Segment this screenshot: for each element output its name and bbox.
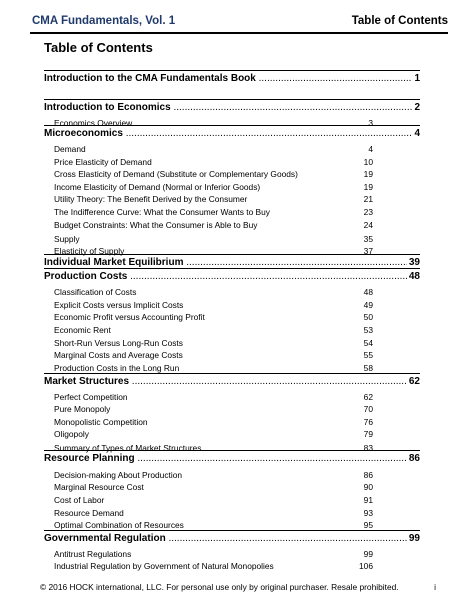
toc-section[interactable] xyxy=(54,349,373,361)
toc-entry-title: Optimal Combination of Resources xyxy=(54,520,184,530)
toc-entry-page: 4 xyxy=(368,144,373,154)
toc-entry-page: 49 xyxy=(363,300,373,310)
toc-section[interactable] xyxy=(54,143,373,155)
toc-entry-title: Microeconomics ..... xyxy=(44,128,420,140)
chapter-divider xyxy=(44,373,420,374)
toc-entry-page: 23 xyxy=(363,207,373,217)
toc-chapter[interactable] xyxy=(44,533,420,545)
toc-entry-page: 79 xyxy=(363,429,373,439)
toc-entry-title: Resource Planning ..... xyxy=(44,453,420,465)
chapter-divider xyxy=(44,268,420,269)
toc-entry-page: 1 xyxy=(414,73,420,84)
toc-entry-page: 99 xyxy=(408,533,420,544)
chapter-divider xyxy=(44,125,420,126)
toc-section[interactable] xyxy=(54,416,373,428)
toc-section[interactable] xyxy=(54,560,373,572)
toc-chapter[interactable] xyxy=(44,128,420,140)
toc-entry-page: 10 xyxy=(363,157,373,167)
toc-entry-title: Economic Profit versus Accounting Profit xyxy=(54,312,205,322)
toc-entry-page: 48 xyxy=(363,287,373,297)
toc-entry-page: 76 xyxy=(363,417,373,427)
toc-entry-page: 3 xyxy=(368,118,373,128)
toc-entry-title: Market Structures ..... xyxy=(44,376,420,388)
toc-entry-title: Utility Theory: The Benefit Derived by the Consumer xyxy=(54,194,248,204)
toc-section[interactable] xyxy=(54,193,373,205)
toc-entry-page: 19 xyxy=(363,182,373,192)
toc-section[interactable] xyxy=(54,469,373,481)
toc-section[interactable] xyxy=(54,311,373,323)
toc-chapter[interactable] xyxy=(44,376,420,388)
toc-entry-title: Cost of Labor xyxy=(54,495,105,505)
toc-entry-title: Classification of Costs xyxy=(54,287,137,297)
toc-entry-page: 58 xyxy=(363,363,373,373)
toc-entry-page: 62 xyxy=(408,376,420,387)
toc-chapter[interactable] xyxy=(44,102,420,114)
toc-entry-title: Perfect Competition xyxy=(54,392,128,402)
toc-section[interactable] xyxy=(54,548,373,560)
toc-section[interactable] xyxy=(54,156,373,168)
toc-entry-page: 35 xyxy=(363,234,373,244)
toc-entry-page: 37 xyxy=(363,246,373,256)
toc-entry-page: 48 xyxy=(408,271,420,282)
toc-section[interactable] xyxy=(54,507,373,519)
toc-entry-page: 95 xyxy=(363,520,373,530)
toc-entry-page: 53 xyxy=(363,325,373,335)
toc-entry-page: 39 xyxy=(408,257,420,268)
chapter-divider xyxy=(44,99,420,100)
toc-section[interactable] xyxy=(54,245,373,257)
toc-entry-title: Elasticity of Supply xyxy=(54,246,125,256)
page-header xyxy=(30,14,448,34)
toc-entry-title: Cross Elasticity of Demand (Substitute or Complementary Goods) xyxy=(54,169,298,179)
toc-section[interactable] xyxy=(54,168,373,180)
toc-entry-page: 4 xyxy=(414,128,420,139)
toc-section[interactable] xyxy=(54,324,373,336)
toc-entry-page: 86 xyxy=(408,453,420,464)
toc-entry-page: 90 xyxy=(363,482,373,492)
toc-entry-page: 55 xyxy=(363,350,373,360)
toc-section[interactable] xyxy=(54,233,373,245)
toc-section[interactable] xyxy=(54,428,373,440)
toc-chapter[interactable] xyxy=(44,73,420,85)
toc-section[interactable] xyxy=(54,219,373,231)
toc-section[interactable] xyxy=(54,403,373,415)
toc-entry-title: Supply xyxy=(54,234,80,244)
toc-entry-title: Resource Demand xyxy=(54,508,124,518)
toc-entry-title: Demand xyxy=(54,144,86,154)
toc-chapter[interactable] xyxy=(44,271,420,283)
toc-entry-title: Industrial Regulation by Government of Natural Monopolies xyxy=(54,561,274,571)
toc-entry-title: Short-Run Versus Long-Run Costs xyxy=(54,338,183,348)
toc-chapter[interactable] xyxy=(44,453,420,465)
toc-entry-page: 24 xyxy=(363,220,373,230)
toc-entry-page: 19 xyxy=(363,169,373,179)
toc-section[interactable] xyxy=(54,286,373,298)
book-title: CMA Fundamentals, Vol. 1 xyxy=(32,15,176,27)
toc-entry-title: Individual Market Equilibrium ..... xyxy=(44,257,420,269)
toc-entry-title: Production Costs ..... xyxy=(44,271,420,283)
toc-entry-title: Price Elasticity of Demand xyxy=(54,157,152,167)
toc-entry-title: Introduction to Economics ..... xyxy=(44,102,420,114)
toc-entry-title: Decision-making About Production xyxy=(54,470,183,480)
toc-entry-page: 62 xyxy=(363,392,373,402)
toc-entry-page: 83 xyxy=(363,443,373,453)
toc-section[interactable] xyxy=(54,391,373,403)
page-title: Table of Contents xyxy=(44,40,153,55)
chapter-divider xyxy=(44,530,420,531)
toc-entry-title: Pure Monopoly xyxy=(54,404,111,414)
toc-entry-title: Monopolistic Competition xyxy=(54,417,148,427)
toc-entry-page: 91 xyxy=(363,495,373,505)
copyright-text: © 2016 HOCK international, LLC. For personal use only by original purchaser. Resale prohibited. xyxy=(40,582,399,592)
toc-section[interactable] xyxy=(54,299,373,311)
chapter-divider xyxy=(44,254,420,255)
toc-entry-title: Marginal Resource Cost xyxy=(54,482,144,492)
toc-section[interactable] xyxy=(54,337,373,349)
toc-entry-page: 21 xyxy=(363,194,373,204)
toc-section[interactable] xyxy=(54,494,373,506)
toc-entry-page: 50 xyxy=(363,312,373,322)
chapter-divider xyxy=(44,450,420,451)
toc-section[interactable] xyxy=(54,206,373,218)
toc-entry-page: 99 xyxy=(363,549,373,559)
toc-entry-title: Summary of Types of Market Structures xyxy=(54,443,202,453)
toc-section[interactable] xyxy=(54,481,373,493)
toc-entry-page: 106 xyxy=(359,561,373,571)
toc-entry-title: Budget Constraints: What the Consumer is Able to Buy xyxy=(54,220,258,230)
toc-entry-title: Marginal Costs and Average Costs xyxy=(54,350,183,360)
toc-entry-title: The Indifference Curve: What the Consumer Wants to Buy xyxy=(54,207,270,217)
page-footer xyxy=(40,582,436,594)
toc-entry-title: Production Costs in the Long Run xyxy=(54,363,180,373)
toc-entry-page: 54 xyxy=(363,338,373,348)
toc-entry-title: Oligopoly xyxy=(54,429,89,439)
page-number: i xyxy=(434,582,436,592)
toc-entry-title: Economics Overview xyxy=(54,118,133,128)
toc-entry-title: Antitrust Regulations xyxy=(54,549,132,559)
toc-section[interactable] xyxy=(54,181,373,193)
toc-entry-title: Explicit Costs versus Implicit Costs xyxy=(54,300,184,310)
toc-entry-page: 2 xyxy=(414,102,420,113)
section-title: Table of Contents xyxy=(351,15,448,27)
toc-entry-title: Economic Rent xyxy=(54,325,111,335)
toc-entry-page: 93 xyxy=(363,508,373,518)
toc-entry-page: 86 xyxy=(363,470,373,480)
toc-entry-page: 70 xyxy=(363,404,373,414)
toc-entry-title: Income Elasticity of Demand (Normal or Inferior Goods) xyxy=(54,182,261,192)
chapter-divider xyxy=(44,70,420,71)
toc-entry-title: Introduction to the CMA Fundamentals Book ..... xyxy=(44,73,420,85)
toc-entry-title: Governmental Regulation ..... xyxy=(44,533,420,545)
